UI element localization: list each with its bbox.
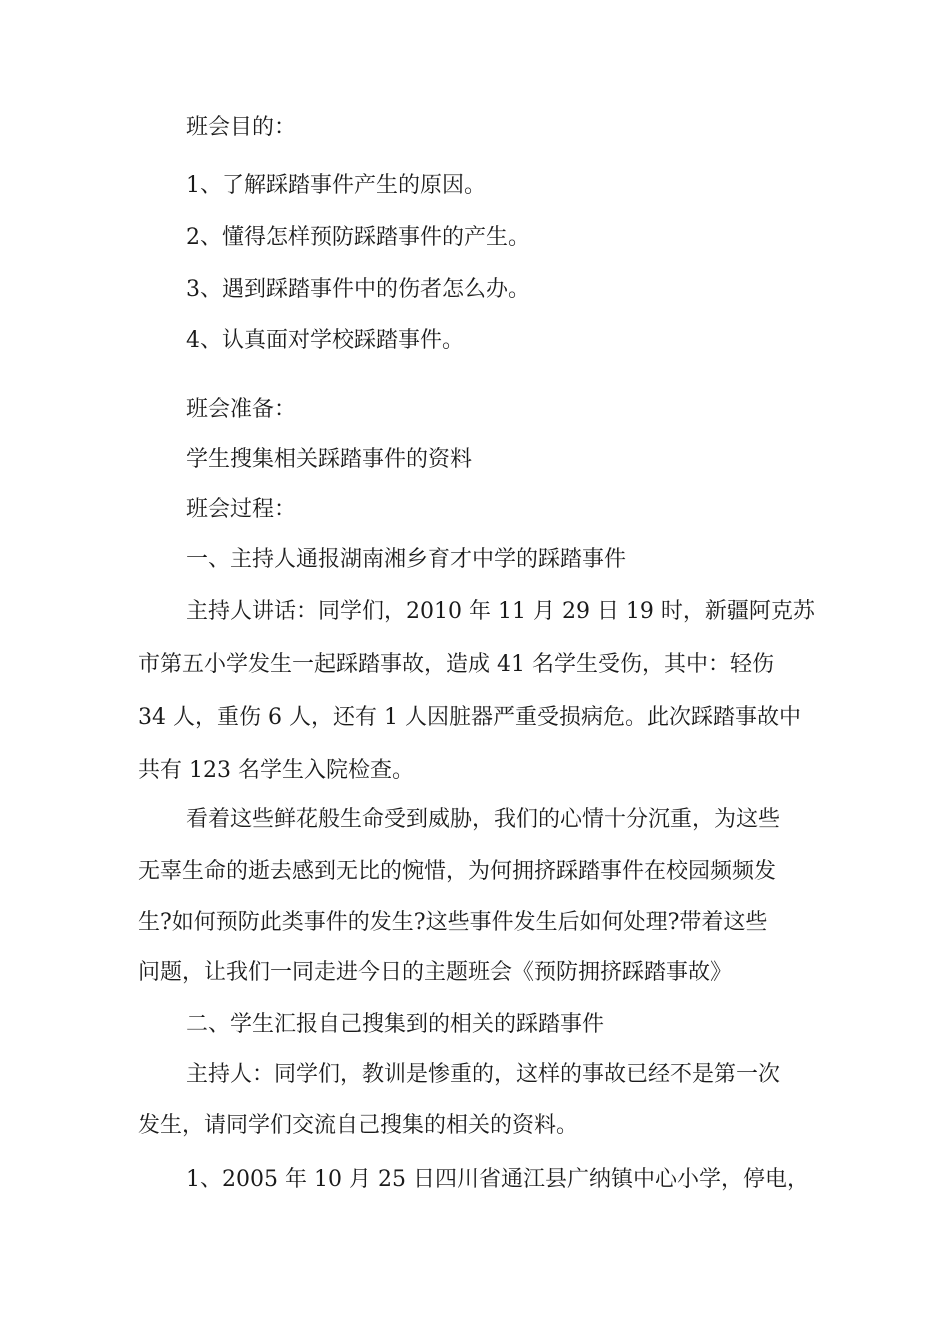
para2-line-4: 问题，让我们一同走进今日的主题班会《预防拥挤踩踏事故》 (138, 960, 733, 985)
para4-line-1: 1、2005 年 10 月 25 日四川省通江县广纳镇中心小学，停电， (186, 1167, 809, 1192)
para1-line-1-text: 主持人讲话：同学们，2010 年 11 月 29 日 19 时，新疆阿克苏 (186, 599, 815, 624)
para1-line-2: 市第五小学发生一起踩踏事故，造成 41 名学生受伤，其中：轻伤 (138, 652, 774, 677)
para1-line-3: 34 人，重伤 6 人，还有 1 人因脏器严重受损病危。此次踩踏事故中 (138, 705, 801, 730)
para1-line-1 (186, 597, 817, 627)
para2-line-1: 看着这些鲜花般生命受到威胁，我们的心情十分沉重，为这些 (186, 807, 781, 832)
para3-line-1: 主持人：同学们，教训是惨重的，这样的事故已经不是第一次 (186, 1062, 781, 1087)
section2-title: 二、学生汇报自己搜集到的相关的踩踏事件 (186, 1012, 605, 1037)
section1-title: 一、主持人通报湖南湘乡育才中学的踩踏事件 (186, 547, 627, 572)
objective-item-4: 4、认真面对学校踩踏事件。 (186, 328, 464, 353)
objective-item-2: 2、懂得怎样预防踩踏事件的产生。 (186, 225, 530, 250)
objective-heading: 班会目的： (186, 115, 297, 140)
objective-item-3: 3、遇到踩踏事件中的伤者怎么办。 (186, 277, 530, 302)
para1-line-4: 共有 123 名学生入院检查。 (138, 758, 414, 783)
para2-line-2: 无辜生命的逝去感到无比的惋惜，为何拥挤踩踏事件在校园频频发 (138, 859, 777, 884)
para3-line-2: 发生，请同学们交流自己搜集的相关的资料。 (138, 1113, 579, 1138)
process-heading: 班会过程： (186, 497, 297, 522)
objective-item-1: 1、了解踩踏事件产生的原因。 (186, 173, 486, 198)
preparation-heading: 班会准备： (186, 397, 297, 422)
preparation-text: 学生搜集相关踩踏事件的资料 (186, 447, 473, 472)
para2-line-3: 生?如何预防此类事件的发生?这些事件发生后如何处理?带着这些 (138, 910, 768, 935)
